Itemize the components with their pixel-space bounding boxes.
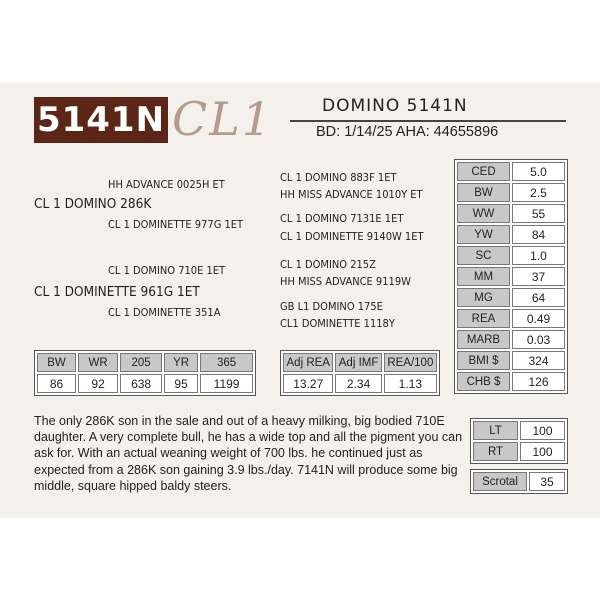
epd-label: MARB	[457, 330, 510, 349]
cl1-logo: CL1	[172, 92, 274, 146]
pedigree-sire: CL 1 DOMINO 286K	[34, 196, 152, 212]
epd-value: 2.5	[512, 183, 565, 202]
ultrasound-table	[280, 350, 440, 396]
epd-label: BW	[457, 183, 510, 202]
birth-info: BD: 1/14/25 AHA: 44655896	[316, 124, 499, 140]
us-value: 13.27	[283, 374, 333, 393]
pedigree-gp: CL 1 DOMINO 883F 1ET	[280, 171, 397, 184]
perf-header: 205	[120, 353, 162, 372]
epd-label: CED	[457, 162, 510, 181]
header-divider	[290, 120, 566, 122]
us-value: 2.34	[335, 374, 381, 393]
pedigree-gp: CL 1 DOMINO 215Z	[280, 258, 376, 271]
bull-description: The only 286K son in the sale and out of a heavy milking, big bodied 710E daughter. A very complete bull, he has a wide top and all the pigment you can ask for. With an actual weaning weight of 700 lbs. he continued just as expected from a 286K son gaining 3.9 lbs./day. 7141N will produce some big middle, square hipped baldy steers.	[34, 414, 463, 493]
us-header: REA/100	[384, 353, 437, 372]
pedigree-gp: HH MISS ADVANCE 9119W	[280, 275, 411, 288]
epd-value: 5.0	[512, 162, 565, 181]
epd-row	[457, 225, 565, 244]
epd-value: 126	[512, 372, 565, 391]
perf-header: BW	[37, 353, 76, 372]
epd-row	[457, 351, 565, 370]
epd-label: SC	[457, 246, 510, 265]
epd-value: 84	[512, 225, 565, 244]
epd-value: 37	[512, 267, 565, 286]
us-header: Adj REA	[283, 353, 333, 372]
epd-row	[457, 204, 565, 223]
us-value: 1.13	[384, 374, 437, 393]
epd-value: 1.0	[512, 246, 565, 265]
epd-label: REA	[457, 309, 510, 328]
epd-table	[454, 159, 568, 394]
epd-label: WW	[457, 204, 510, 223]
perf-value: 86	[37, 374, 76, 393]
perf-header: WR	[78, 353, 118, 372]
pedigree-gp: CL 1 DOMINETTE 9140W 1ET	[280, 230, 424, 243]
scrotal-label: Scrotal	[473, 472, 527, 491]
epd-row	[457, 330, 565, 349]
epd-label: MG	[457, 288, 510, 307]
perf-value: 95	[164, 374, 198, 393]
epd-value: 55	[512, 204, 565, 223]
epd-value: 324	[512, 351, 565, 370]
scrotal-value: 35	[529, 472, 565, 491]
epd-value: 0.03	[512, 330, 565, 349]
epd-label: MM	[457, 267, 510, 286]
perf-value: 638	[120, 374, 162, 393]
pedigree-gp: GB L1 DOMINO 175E	[280, 300, 383, 313]
perf-value: 92	[78, 374, 118, 393]
epd-value: 0.49	[512, 309, 565, 328]
epd-row	[457, 183, 565, 202]
teat-label: LT	[473, 421, 518, 440]
teat-table	[470, 418, 568, 464]
pedigree-dam: CL 1 DOMINETTE 961G 1ET	[34, 284, 200, 300]
scrotal-table	[470, 469, 568, 494]
teat-value: 100	[520, 421, 565, 440]
pedigree-gp: CL 1 DOMINO 7131E 1ET	[280, 212, 404, 225]
pedigree-gp: HH MISS ADVANCE 1010Y ET	[280, 188, 423, 201]
epd-value: 64	[512, 288, 565, 307]
epd-label: BMI $	[457, 351, 510, 370]
teat-label: RT	[473, 442, 518, 461]
bull-name: DOMINO 5141N	[322, 96, 468, 116]
pedigree-gp: CL1 DOMINETTE 1118Y	[280, 317, 395, 330]
epd-label: CHB $	[457, 372, 510, 391]
lot-number: 5141N	[34, 97, 168, 143]
pedigree-sire-sire: HH ADVANCE 0025H ET	[108, 178, 225, 191]
epd-row	[457, 288, 565, 307]
perf-header: YR	[164, 353, 198, 372]
epd-row	[457, 309, 565, 328]
epd-row	[457, 372, 565, 391]
epd-row	[457, 267, 565, 286]
performance-table	[34, 350, 256, 396]
pedigree-dam-sire: CL 1 DOMINO 710E 1ET	[108, 264, 226, 277]
pedigree-sire-dam: CL 1 DOMINETTE 977G 1ET	[108, 218, 244, 231]
epd-label: YW	[457, 225, 510, 244]
epd-row	[457, 162, 565, 181]
us-header: Adj IMF	[335, 353, 381, 372]
pedigree-dam-dam: CL 1 DOMINETTE 351A	[108, 306, 221, 319]
epd-row	[457, 246, 565, 265]
perf-header: 365	[200, 353, 253, 372]
teat-value: 100	[520, 442, 565, 461]
perf-value: 1199	[200, 374, 253, 393]
